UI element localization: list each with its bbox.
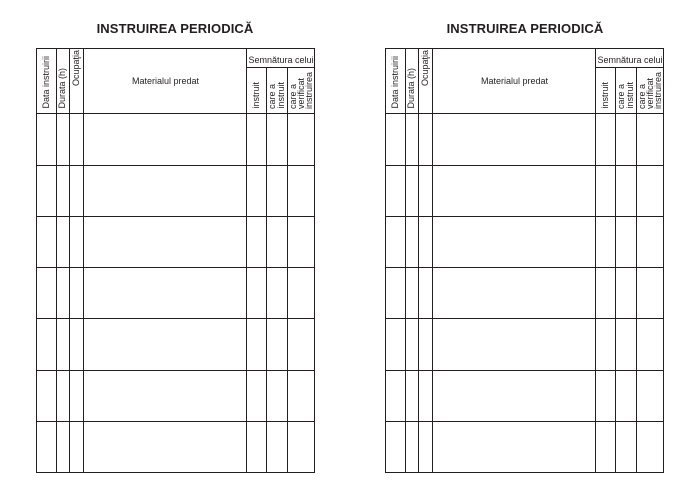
entry-row[interactable] (386, 166, 663, 216)
column-header-trainer-line2: instruit (276, 82, 286, 109)
signature-header-divider (595, 67, 663, 68)
entry-row[interactable] (386, 371, 663, 421)
form-page-right (350, 0, 700, 496)
entry-row[interactable] (386, 217, 663, 267)
column-header-occupation: Ocupaţia (71, 49, 81, 86)
column-header-date: Data instruirii (41, 56, 51, 109)
column-header-trainer-line2: instruit (625, 82, 635, 109)
entry-row[interactable] (386, 422, 663, 472)
column-header-duration: Durata (h) (406, 68, 416, 109)
signature-header-divider (246, 67, 314, 68)
column-header-verifier-line1: care a (288, 83, 298, 109)
entry-row[interactable] (37, 217, 314, 267)
column-header-verifier-line2: verificat (296, 77, 306, 109)
column-header-trained: instruit (251, 82, 261, 109)
entry-row[interactable] (386, 114, 663, 165)
entry-row[interactable] (37, 371, 314, 421)
page-title: INSTRUIREA PERIODICĂ (96, 21, 254, 36)
column-header-material: Materialul predat (480, 76, 549, 86)
entry-row[interactable] (37, 166, 314, 216)
column-header-verifier-line1: care a (637, 83, 647, 109)
column-header-duration: Durata (h) (57, 68, 67, 109)
column-header-occupation: Ocupaţia (420, 49, 430, 86)
training-log-table (385, 48, 664, 473)
entry-row[interactable] (37, 114, 314, 165)
column-header-trainer-line1: care a (267, 83, 277, 109)
entry-row[interactable] (37, 319, 314, 370)
column-header-verifier-line2: verificat (645, 77, 655, 109)
entry-row[interactable] (37, 268, 314, 318)
entry-row[interactable] (386, 268, 663, 318)
entry-row[interactable] (386, 319, 663, 370)
column-header-verifier-line3: instruirea (304, 71, 314, 109)
column-header-trainer-line1: care a (616, 83, 626, 109)
column-header-verifier-line3: instruirea (653, 71, 663, 109)
entry-row[interactable] (37, 422, 314, 472)
column-header-signature: Semnătura celui (248, 55, 314, 65)
page-title: INSTRUIREA PERIODICĂ (446, 21, 604, 36)
column-header-signature: Semnătura celui (597, 55, 663, 65)
column-header-material: Materialul predat (131, 76, 200, 86)
column-header-trained: instruit (600, 82, 610, 109)
column-header-date: Data instruirii (390, 56, 400, 109)
training-log-table (36, 48, 315, 473)
